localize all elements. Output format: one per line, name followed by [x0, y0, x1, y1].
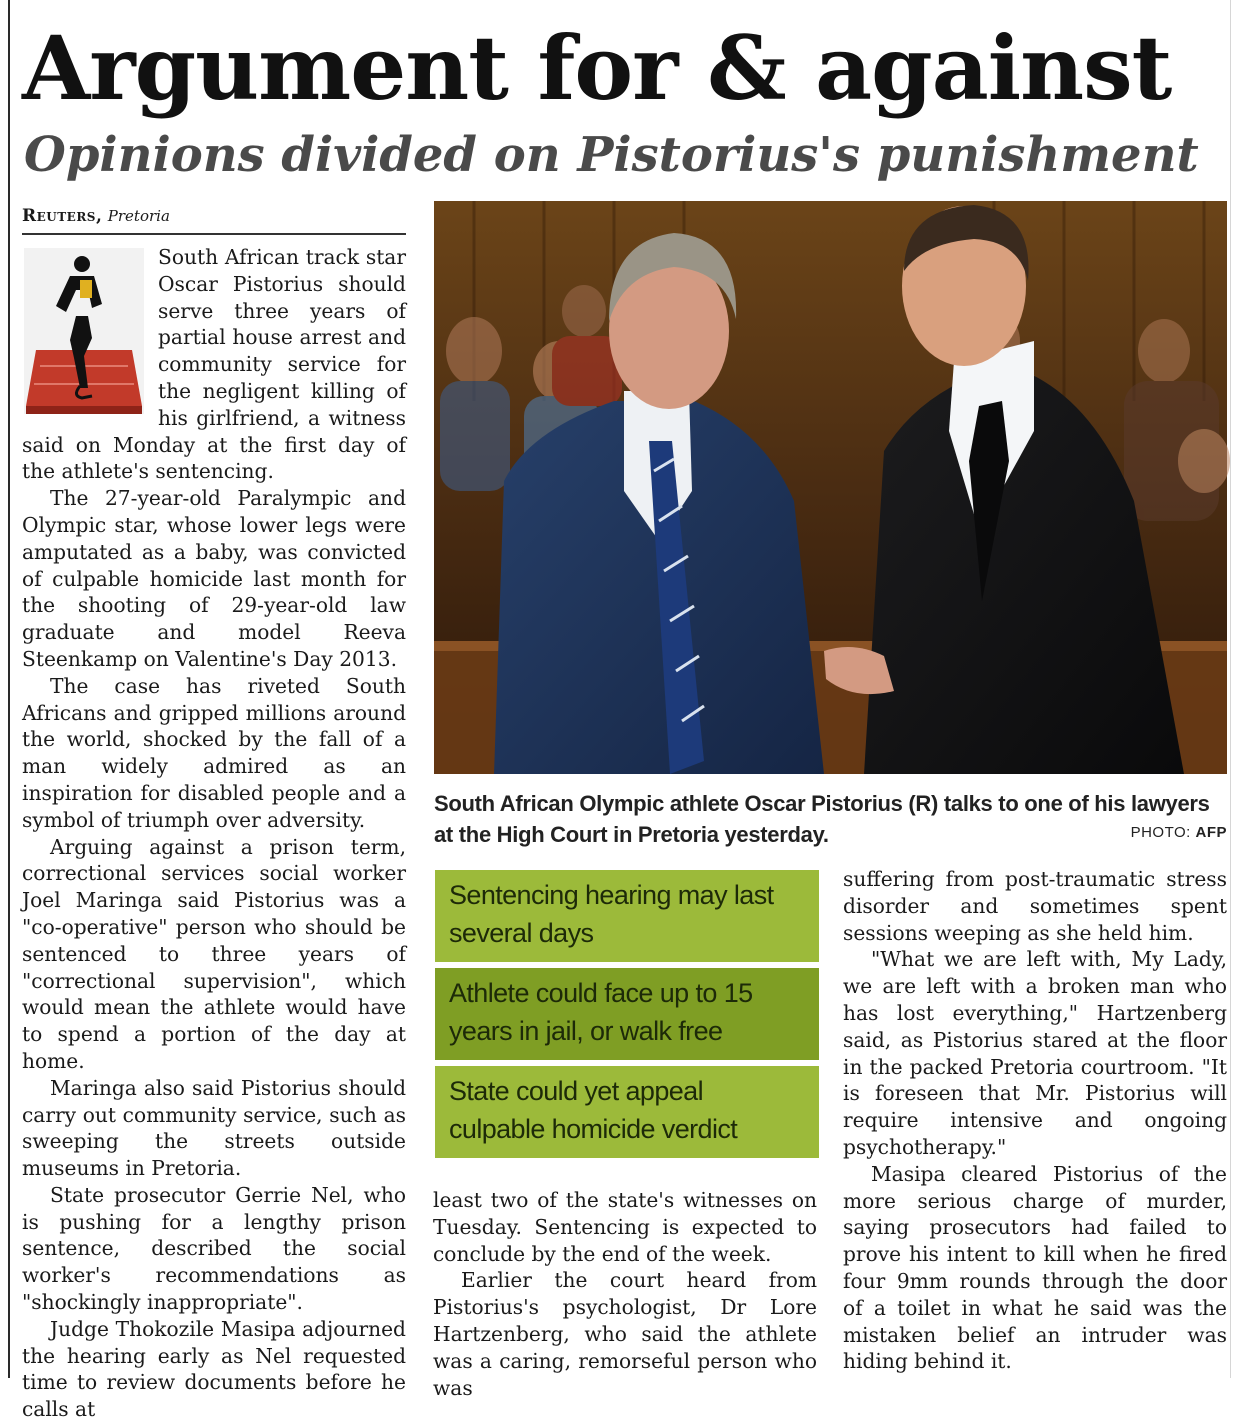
paragraph: least two of the state's witnesses on Tuesday. Sentencing is expected to conclude by the end of the week.: [433, 1188, 817, 1266]
paragraph: Maringa also said Pistorius should carry out community service, such as sweeping the streets outside museums in Pretoria.: [22, 1075, 406, 1181]
paragraph: Masipa cleared Pistorius of the more serious charge of murder, saying prosecutors had failed to prove his intent to kill when he fired four 9mm rounds through the door of a toilet in what he said was the mistaken belief an intruder was hiding behind it.: [843, 1161, 1227, 1374]
courtroom-photo: [434, 201, 1227, 774]
photo-credit-source: AFP: [1195, 824, 1227, 841]
paragraph: State prosecutor Gerrie Nel, who is pushing for a lengthy prison sentence, described the social worker's recommendations as "shockingly inappropriate".: [22, 1182, 406, 1315]
article-column-2: [433, 1187, 817, 1400]
paragraph: Earlier the court heard from Pistorius's psychologist, Dr Lore Hartzenberg, who said the athlete was a caring, remorseful person who was: [433, 1268, 817, 1400]
page-left-rule: [8, 0, 10, 1378]
caption-text: South African Olympic athlete Oscar Pistorius (R) talks to one of his lawyers at the High Court in Pretoria yesterday.: [434, 791, 1210, 847]
paragraph: The case has riveted South Africans and gripped millions around the world, shocked by the fall of a man widely admired as an inspiration for disabled people and a symbol of triumph over adversity.: [22, 673, 406, 832]
page-right-rule: [1230, 0, 1231, 1378]
photo-credit: [1131, 817, 1227, 848]
paragraph: Arguing against a prison term, correctional services social worker Joel Maringa said Pistorius was a "co-operative" person who should be sentenced to three years of "correctional supervision", which would mean the athlete would have to spend a portion of the day at home.: [22, 834, 406, 1073]
paragraph: "What we are left with, My Lady, we are left with a broken man who has lost everything," Hartzenberg said, as Pistorius stared at the floor in the packed Pretoria courtroom. "It is foreseen that Mr. Pistorius will require intensive and ongoing psychotherapy.": [843, 947, 1227, 1159]
paragraph: The 27-year-old Paralympic and Olympic star, whose lower legs were amputated as a baby, was convicted of culpable homicide last month for the shooting of 29-year-old law graduate and model Reeva Steenkamp on Valentine's Day 2013.: [22, 486, 406, 671]
paralympic-runner-icon: [22, 246, 146, 416]
paragraph: Judge Thokozile Masipa adjourned the hearing early as Nel requested time to review documents before he calls at: [22, 1316, 406, 1422]
factbox: Athlete could face up to 15 years in jail, or walk free: [435, 968, 819, 1060]
article-column-1: [22, 244, 406, 1422]
paragraph: South African track star Oscar Pistorius should serve three years of partial house arrest and community service for the negligent killing of his girlfriend, a witness said on Monday at the first day of the athlete's sentencing.: [22, 245, 406, 484]
paragraph: suffering from post-traumatic stress disorder and sometimes spent sessions weeping as she held him.: [843, 867, 1227, 945]
photo-caption: [434, 788, 1227, 852]
byline-location: Pretoria: [107, 207, 170, 225]
headline: Argument for & against: [22, 16, 1172, 120]
subheadline: Opinions divided on Pistorius's punishment: [24, 127, 1199, 183]
byline-agency: Reuters,: [22, 206, 103, 226]
factbox: Sentencing hearing may last several days: [435, 870, 819, 962]
factbox: State could yet appeal culpable homicide verdict: [435, 1066, 819, 1158]
photo-credit-label: PHOTO:: [1130, 824, 1191, 841]
article-column-3: [843, 866, 1227, 1378]
byline: [22, 203, 406, 235]
